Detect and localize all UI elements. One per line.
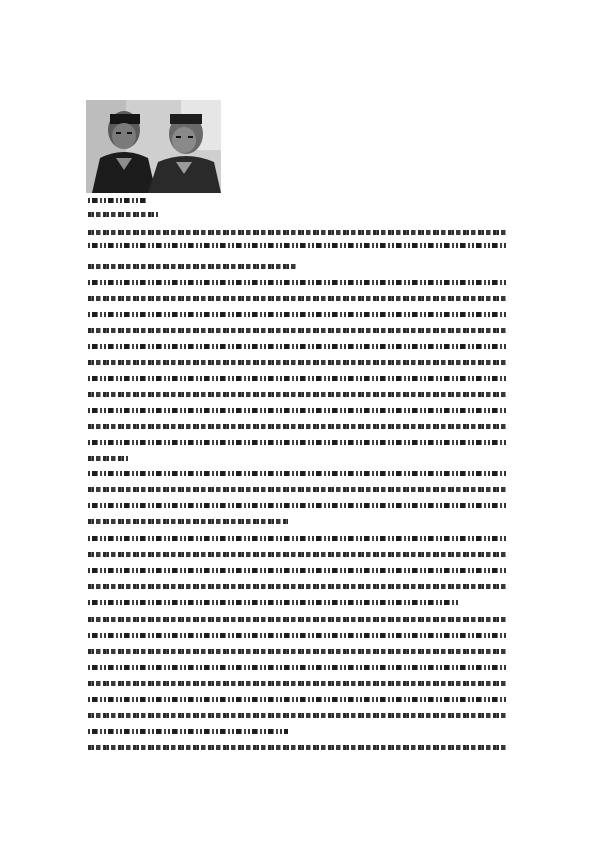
text-line [88, 568, 508, 573]
text-line [88, 503, 508, 508]
text-line [88, 649, 508, 654]
text-line [88, 471, 508, 476]
text-line [88, 617, 508, 622]
text-line [88, 681, 508, 686]
text-line [88, 230, 508, 235]
text-line [88, 456, 128, 461]
text-line [88, 360, 508, 365]
text-line [88, 264, 298, 269]
text-line [88, 424, 508, 429]
text-line [88, 328, 508, 333]
text-line [88, 665, 508, 670]
text-line [88, 312, 508, 317]
text-line [88, 697, 508, 702]
text-line [88, 600, 458, 605]
text-line [88, 745, 508, 750]
text-line [88, 633, 508, 638]
text-line [88, 296, 508, 301]
text-line [88, 344, 508, 349]
subheading [88, 212, 158, 217]
text-line [88, 552, 508, 557]
text-line [88, 376, 508, 381]
text-line [88, 536, 508, 541]
text-line [88, 584, 508, 589]
text-line [88, 713, 508, 718]
photo [86, 100, 221, 193]
photo-two-men-icon [86, 100, 221, 193]
text-line [88, 440, 508, 445]
text-line [88, 243, 508, 248]
text-line [88, 392, 508, 397]
text-line [88, 408, 508, 413]
text-line [88, 729, 288, 734]
text-line [88, 487, 508, 492]
text-line [88, 280, 508, 285]
photo-caption [88, 198, 148, 203]
text-line [88, 519, 288, 524]
